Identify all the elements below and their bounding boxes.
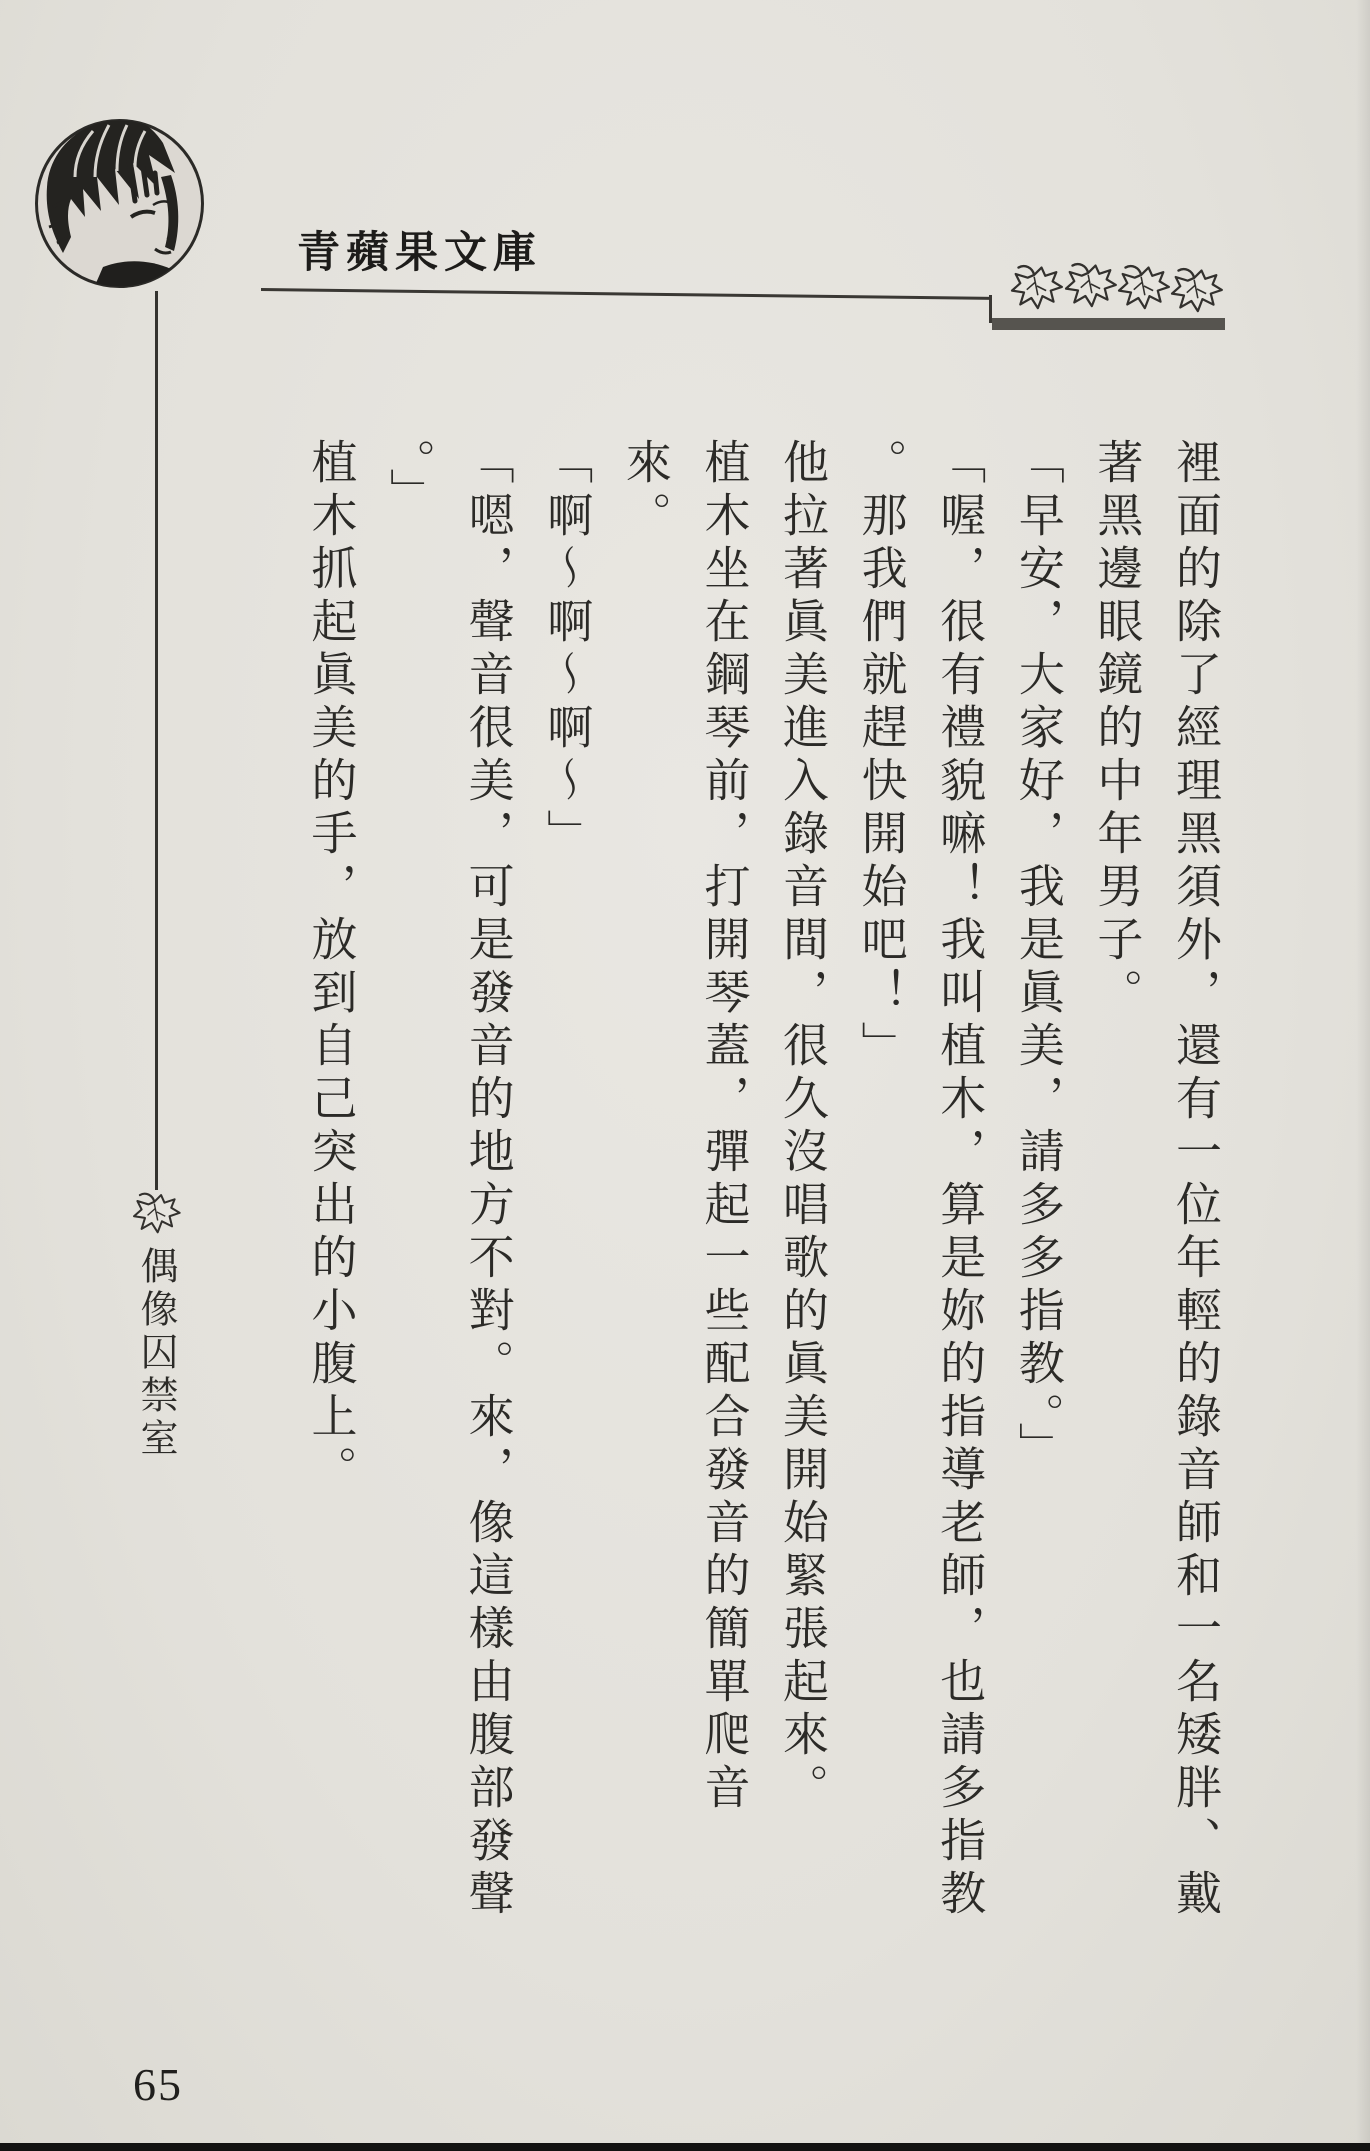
sidebar-divider-line — [155, 291, 158, 1190]
text-column: 著黑邊眼鏡的中年男子。 — [1091, 438, 1143, 1021]
text-column: 「喔，很有禮貌嘛！我叫植木，算是妳的指導老師，也請多指教 — [934, 438, 986, 1922]
text-column: 他拉著眞美進入錄音間，很久沒唱歌的眞美開始緊張起來。 — [777, 438, 829, 1816]
leaf-icon — [1008, 262, 1064, 310]
leaf-icon — [1062, 260, 1118, 308]
text-column: 「早安，大家好，我是眞美，請多多指教。」 — [1012, 438, 1064, 1475]
page-number: 65 — [133, 2059, 183, 2110]
page-bottom-edge — [0, 2143, 1370, 2151]
leaf-icon — [130, 1190, 182, 1234]
leaf-icon — [1115, 262, 1171, 310]
text-column: 「嗯，聲音很美，可是發音的地方不對。來，像這樣由腹部發聲 — [462, 438, 514, 1922]
header-rule-line — [261, 288, 992, 300]
text-column: 裡面的除了經理黑須外，還有一位年輕的錄音師和一名矮胖、戴 — [1170, 438, 1221, 1922]
text-column: 「啊～啊～啊～」 — [541, 438, 593, 862]
text-column: 植木坐在鋼琴前，打開琴蓋，彈起一些配合發音的簡單爬音 — [698, 438, 750, 1816]
text-column: 。那我們就趕快開始吧！」 — [855, 438, 907, 1074]
series-title: 青蘋果文庫 — [297, 229, 542, 277]
story-text-block — [290, 438, 1234, 2048]
book-title-vertical: 偶像囚禁室 — [134, 1246, 176, 1461]
text-column: 。」 — [384, 438, 436, 521]
text-column: 植木抓起眞美的手，放到自己突出的小腹上。 — [305, 438, 357, 1498]
leaf-icon — [1168, 265, 1224, 313]
header-leaf-ornaments — [1008, 260, 1228, 310]
manga-girl-portrait-image — [33, 117, 206, 290]
text-column: 來。 — [619, 438, 671, 544]
header-thick-bar — [992, 318, 1225, 330]
manga-girl-portrait — [33, 117, 206, 290]
